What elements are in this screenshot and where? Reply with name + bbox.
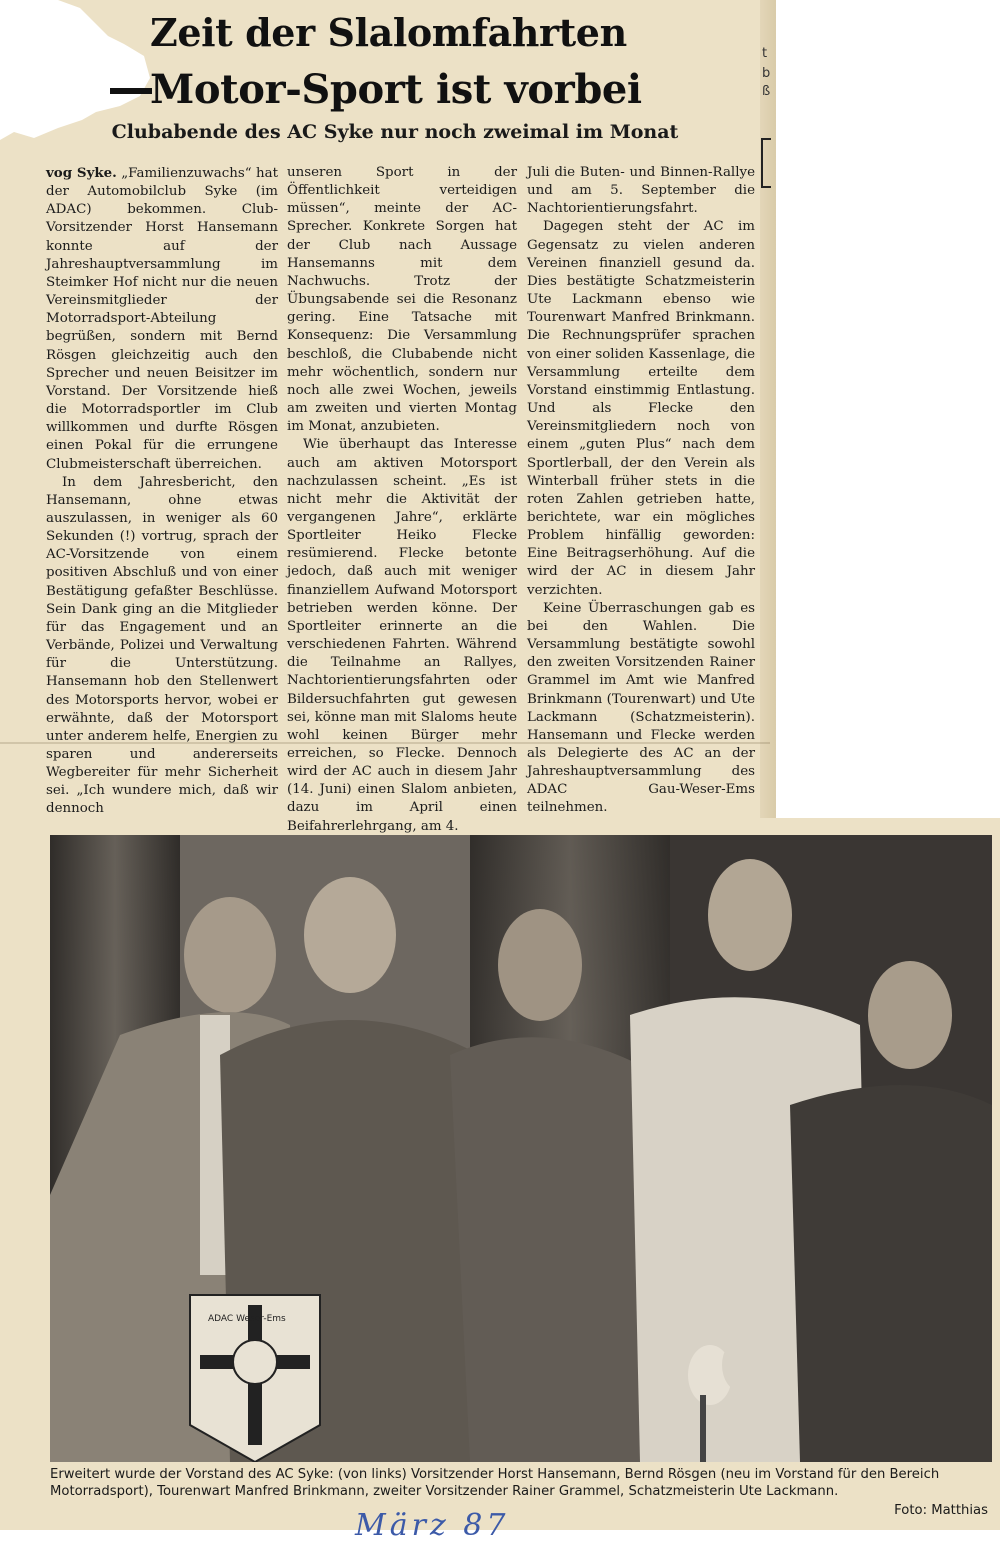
margin-fragment: b xyxy=(762,66,771,81)
pennant-label: ADAC Weser-Ems xyxy=(208,1314,286,1324)
article-column-2 xyxy=(287,164,517,836)
paragraph-text: „Familienzuwachs“ hat der Automobilclub Syke (im ADAC) bekommen. Club-Vorsitzender Horst Hansemann konnte auf der Jahreshauptversammlung im Steimker Hof nicht nur die neuen Vereinsmitglieder der Motorradsport-Abteilung begrüßen, sondern mit Bernd Rösgen gleichzeitig auch den Sprecher und neuen Beisitzer im Vorstand. Der Vorsitzende hieß die Motorradsportler im Club willkommen und durfte Rösgen einen Pokal für die errungene Clubmeisterschaft überreichen. xyxy=(46,166,278,472)
photo-caption: Erweitert wurde der Vorstand des AC Syke: (von links) Vorsitzender Horst Hansemann, Bernd Rösgen (neu im Vorstand für den Bereich Motorradsport), Tourenwart Manfred Brinkmann, zweiter Vorsitzender Rainer Grammel, Schatzmeisterin Ute Lackmann. xyxy=(50,1467,940,1500)
article-column-1 xyxy=(46,164,278,819)
paragraph: Keine Überraschungen gab es bei den Wahlen. Die Versammlung bestätigte sowohl den zweiten Vorsitzenden Rainer Grammel im Amt wie Manfred Brinkmann (Tourenwart) und Ute Lackmann (Schatzmeisterin). Hansemann und Flecke werden als Delegierte des AC an der Jahreshauptversammlung des ADAC Gau-Weser-Ems teilnehmen. xyxy=(527,600,755,816)
paragraph: In dem Jahresbericht, den Hansemann, ohne etwas auszulassen, in weniger als 60 Sekunden (!) vortrug, sprach der AC-Vorsitzende von einem positiven Abschluß und von einer Bestätigung gefaßter Beschlüsse. Sein Dank ging an die Mitglieder für das Engagement und an Verbände, Polizei und Verwaltung für die Unterstützung. Hansemann hob den Stellenwert des Motorsports hervor, wobei er erwähnte, daß der Motorsport unter anderem helfe, Energien zu sparen und andererseits Wegbereiter für mehr Sicherheit sei. „Ich wundere mich, daß wir dennoch xyxy=(46,474,278,817)
group-photo-illustration xyxy=(50,835,992,1462)
headline-line-2: Motor-Sport ist vorbei xyxy=(150,66,642,113)
headline-line-1: Zeit der Slalomfahrten xyxy=(150,10,627,55)
article-column-3 xyxy=(527,164,755,818)
clipping-edge xyxy=(760,0,776,822)
headline-torn-fragment xyxy=(110,88,152,108)
margin-fragment: t xyxy=(762,46,768,61)
margin-fragment: ß xyxy=(762,84,771,99)
photo-credit: Foto: Matthias xyxy=(894,1503,988,1518)
subheadline: Clubabende des AC Syke nur noch zweimal im Monat xyxy=(111,121,679,143)
paragraph: Juli die Buten- und Binnen-Rallye und am 5. September die Nachtorientierungsfahrt. xyxy=(527,165,755,217)
margin-bracket xyxy=(761,138,771,188)
dateline: vog Syke. xyxy=(46,165,117,181)
paragraph: unseren Sport in der Öffentlichkeit verteidigen müssen“, meinte der AC-Sprecher. Konkrete Sorgen hat der Club nach Aussage Hansemanns mit dem Nachwuchs. Trotz der Übungsabende sei die Resonanz gering. Eine Tatsache mit Konsequenz: Die Versammlung beschloß, die Clubabende nicht mehr wöchentlich, sondern nur noch alle zwei Wochen, jeweils am zweiten und vierten Montag im Monat, anzubieten. xyxy=(287,165,517,435)
group-photo xyxy=(50,835,992,1462)
paragraph: Wie überhaupt das Interesse auch am aktiven Motorsport nachzulassen scheint. „Es ist nicht mehr die Aktivität der vergangenen Jahre“, erklärte Sportleiter Heiko Flecke resümierend. Flecke betonte jedoch, daß auch mit weniger finanziellem Aufwand Motorsport betrieben werden könne. Der Sportleiter erinnerte an die verschiedenen Fahrten. Während die Teilnahme an Rallyes, Nachtorientierungsfahrten oder Bildersuchfahrten gut gewesen sei, könne man mit Slaloms heute wohl keinen Bürger mehr erreichen, so Flecke. Dennoch wird der AC auch in diesem Jahr (14. Juni) einen Slalom anbieten, dazu im April einen Beifahrerlehrgang, am 4. xyxy=(287,437,517,834)
handwritten-date: März 87 xyxy=(355,1508,510,1543)
paragraph: Dagegen steht der AC im Gegensatz zu vielen anderen Vereinen finanziell gesund da. Dies bestätigte Schatzmeisterin Ute Lackmann ebenso wie Tourenwart Manfred Brinkmann. Die Rechnungsprüfer sprachen von einer soliden Kassenlage, die Versammlung erteilte dem Vorstand einstimmig Entlastung. Und als Flecke den Vereinsmitgliedern noch von einem „guten Plus“ nach dem Sportlerball, der den Verein als Winterball früher stets in die roten Zahlen getrieben hatte, berichtete, war ein mögliches Problem hinfällig geworden: Eine Beitragserhöhung. Auf die wird der AC in diesem Jahr verzichten. xyxy=(527,219,755,598)
paragraph xyxy=(46,164,278,474)
